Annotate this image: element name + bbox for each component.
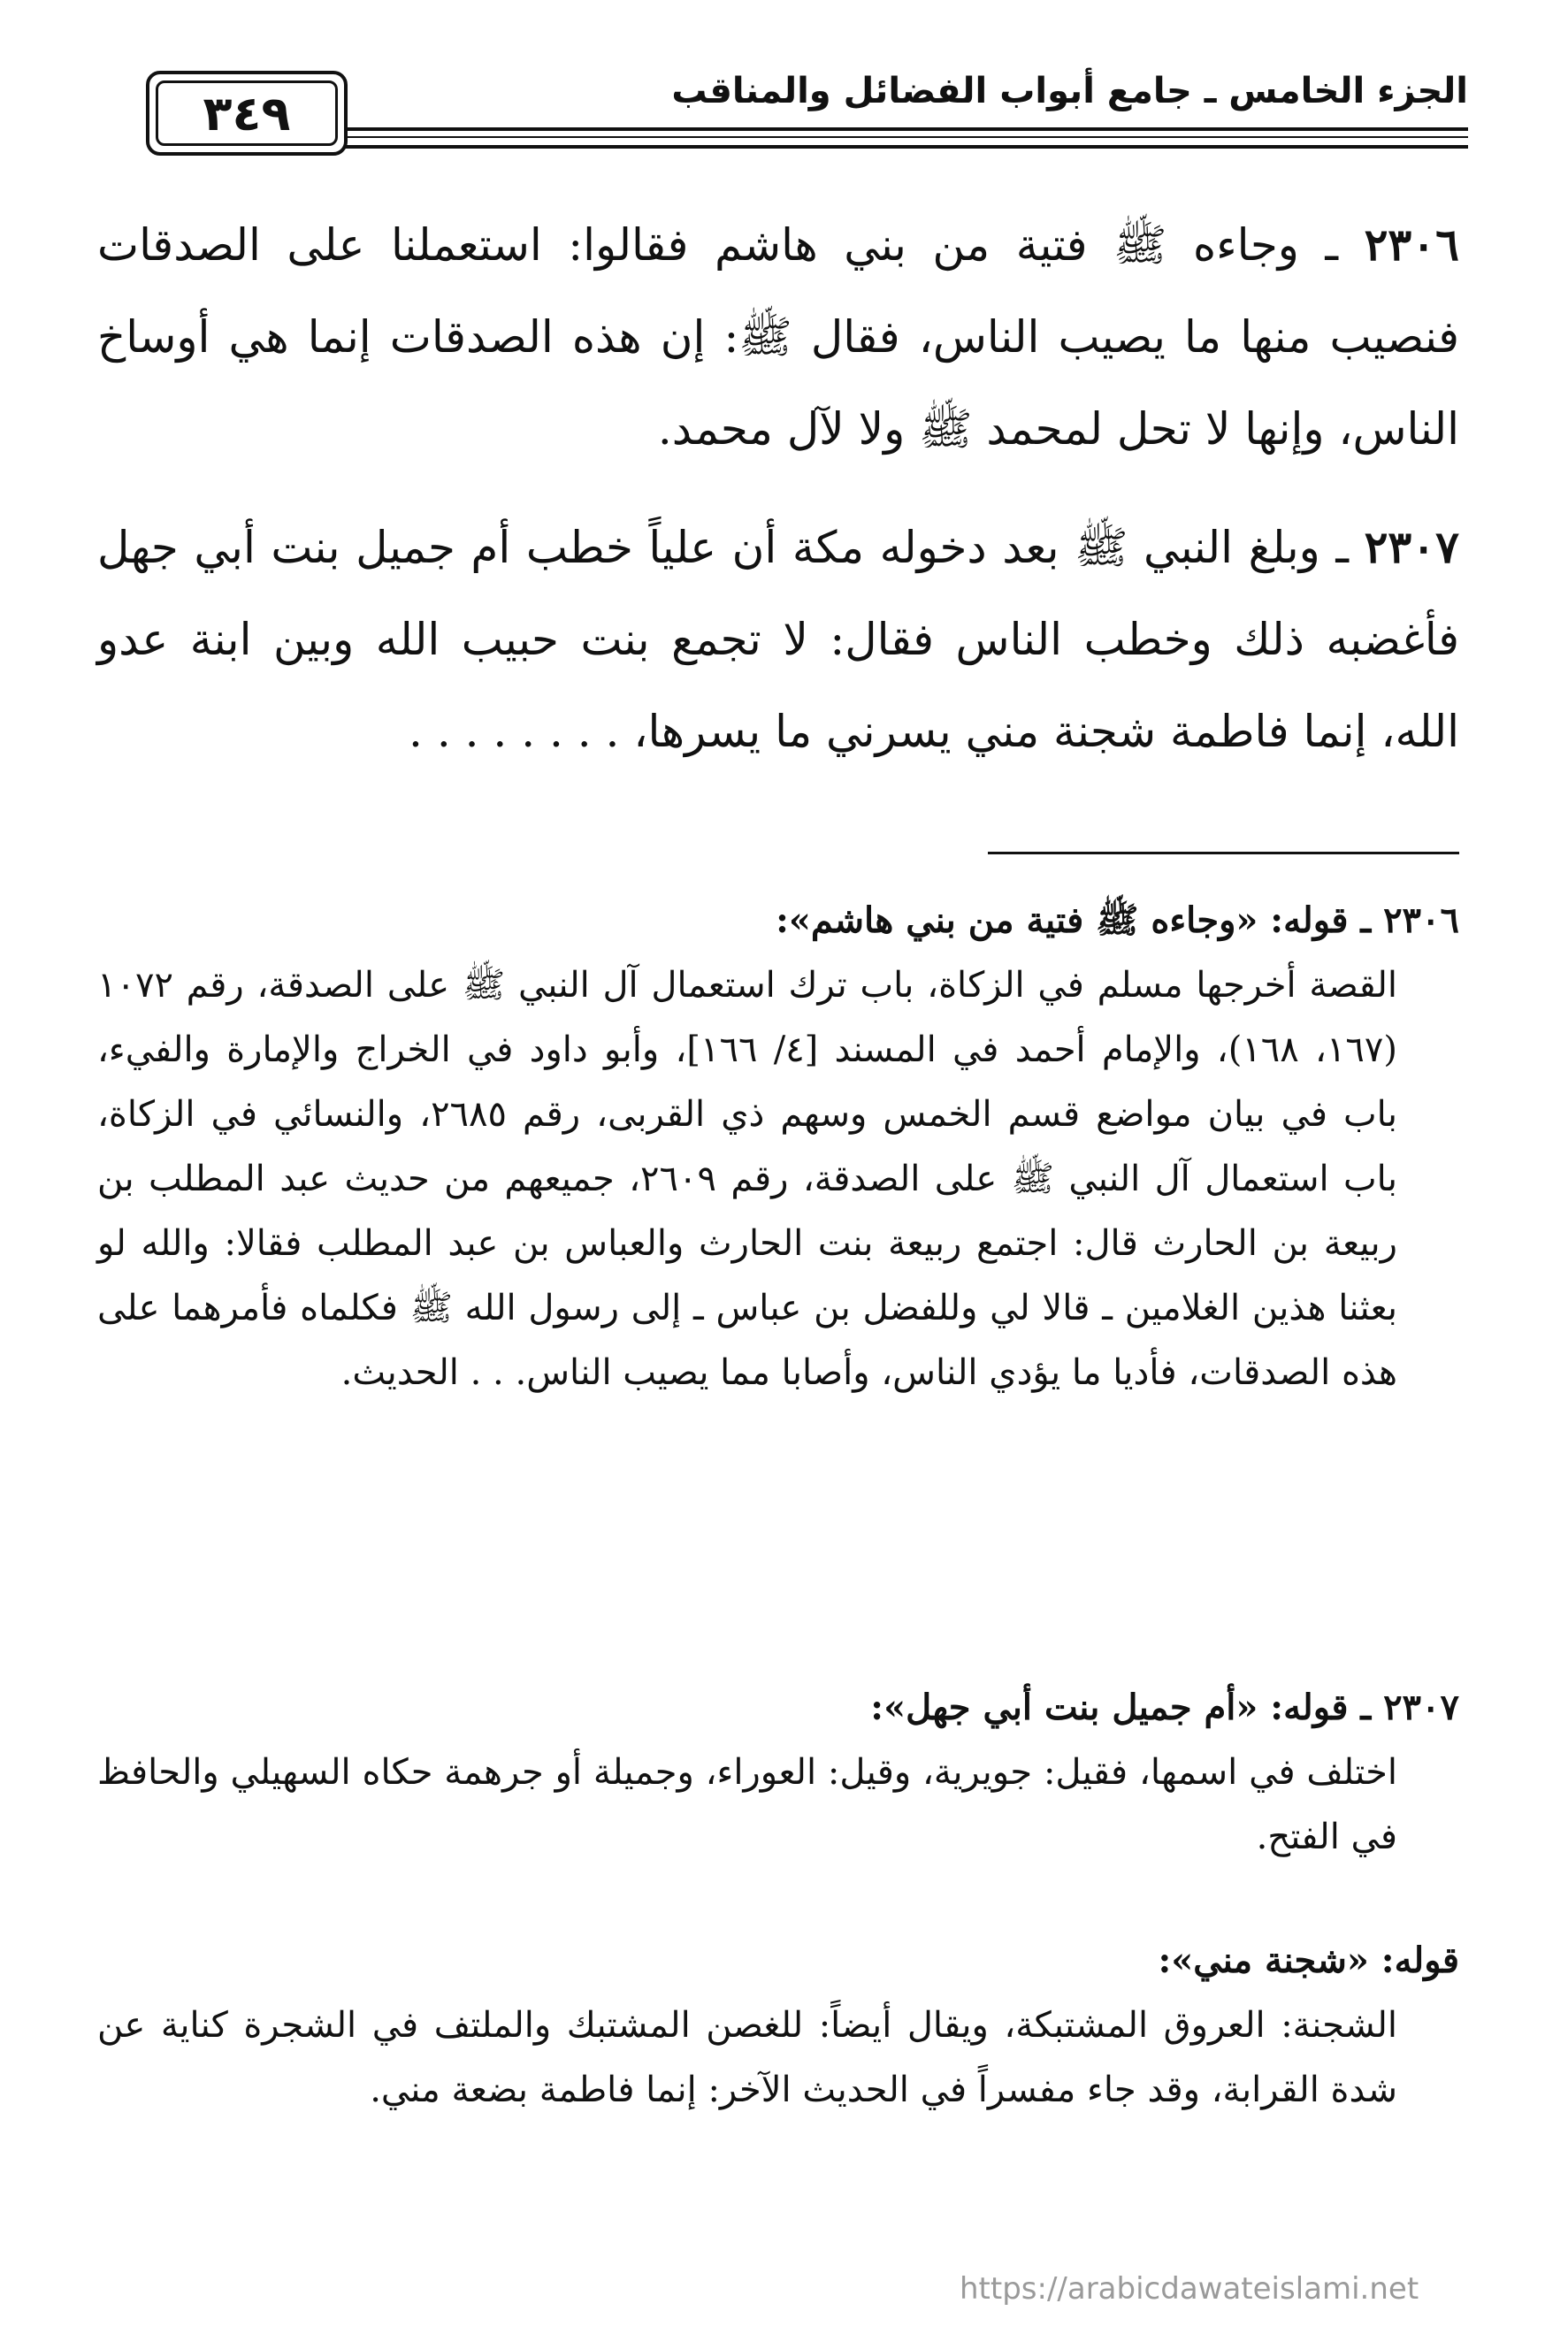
page-number-frame [146,71,348,156]
footnote-shijna [97,1928,1459,2123]
watermark-url: https://arabicdawateislami.net [960,2271,1419,2307]
header-rule [292,145,1468,149]
footnote-2306 [97,888,1459,1405]
footnote-separator [988,852,1459,854]
footnote-heading: ٢٣٠٦ ـ قوله: «وجاءه ﷺ فتية من بني هاشم»: [776,899,1459,941]
footnote-2307 [97,1675,1459,1870]
footnote-body: الشجنة: العروق المشتبكة، ويقال أيضاً: للغصن المشتبك والملتف في الشجرة كناية عن شدة القرابة، وقد جاء مفسراً في الحديث الآخر: إنما فاطمة بضعة مني. [97,2005,1397,2110]
footnote-body: القصة أخرجها مسلم في الزكاة، باب ترك استعمال آل النبي ﷺ على الصدقة، رقم ١٠٧٢ (١٦٧، ١٦٨)، والإمام أحمد في المسند [٤/ ١٦٦]، وأبو داود في الخراج والإمارة والفيء، باب في بيان مواضع قسم الخمس وسهم ذي القربى، رقم ٢٦٨٥، والنسائي في الزكاة، باب استعمال آل النبي ﷺ على الصدقة، رقم ٢٦٠٩، جميعهم من حديث عبد المطلب بن ربيعة بن الحارث قال: اجتمع ربيعة بنت الحارث والعباس بن عبد المطلب فقالا: والله لو بعثنا هذين الغلامين ـ قالا لي وللفضل بن عباس ـ إلى رسول الله ﷺ فكلماه فأمرهما على هذه الصدقات، فأديا ما يؤدي الناس، وأصابا مما يصيب الناس. . . الحديث. [97,965,1398,1393]
hadith-paragraph [97,501,1459,777]
page-header [93,62,1468,164]
hadith-text: ـ وبلغ النبي ﷺ بعد دخوله مكة أن علياً خطب أم جميل بنت أبي جهل فأغضبه ذلك وخطب الناس فقال: لا تجمع بنت حبيب الله وبين ابنة عدو الله، إنما فاطمة شجنة مني يسرني ما يسرها، . . . . . . . . [97,522,1459,757]
hadith-text: ـ وجاءه ﷺ فتية من بني هاشم فقالوا: استعملنا على الصدقات فنصيب منها ما يصيب الناس، فقال ﷺ: إن هذه الصدقات إنما هي أوساخ الناس، وإنها لا تحل لمحمد ﷺ ولا لآل محمد. [97,219,1459,455]
hadith-number: ٢٣٠٦ [1364,218,1459,271]
hadith-paragraph [97,199,1459,475]
footnote-heading: ٢٣٠٧ ـ قوله: «أم جميل بنت أبي جهل»: [870,1687,1459,1728]
hadith-2306 [97,199,1459,475]
header-rule [292,136,1468,138]
hadith-2307 [97,501,1459,777]
page-number: ٣٤٩ [156,80,338,146]
header-rule [292,127,1468,131]
footnote-heading: قوله: «شجنة مني»: [1158,1940,1459,1981]
running-title: الجزء الخامس ـ جامع أبواب الفضائل والمناقب [671,71,1468,111]
hadith-number: ٢٣٠٧ [1364,521,1459,573]
footnote-body: اختلف في اسمها، فقيل: جويرية، وقيل: العوراء، وجميلة أو جرهمة حكاه السهيلي والحافظ في الفتح. [97,1752,1397,1857]
